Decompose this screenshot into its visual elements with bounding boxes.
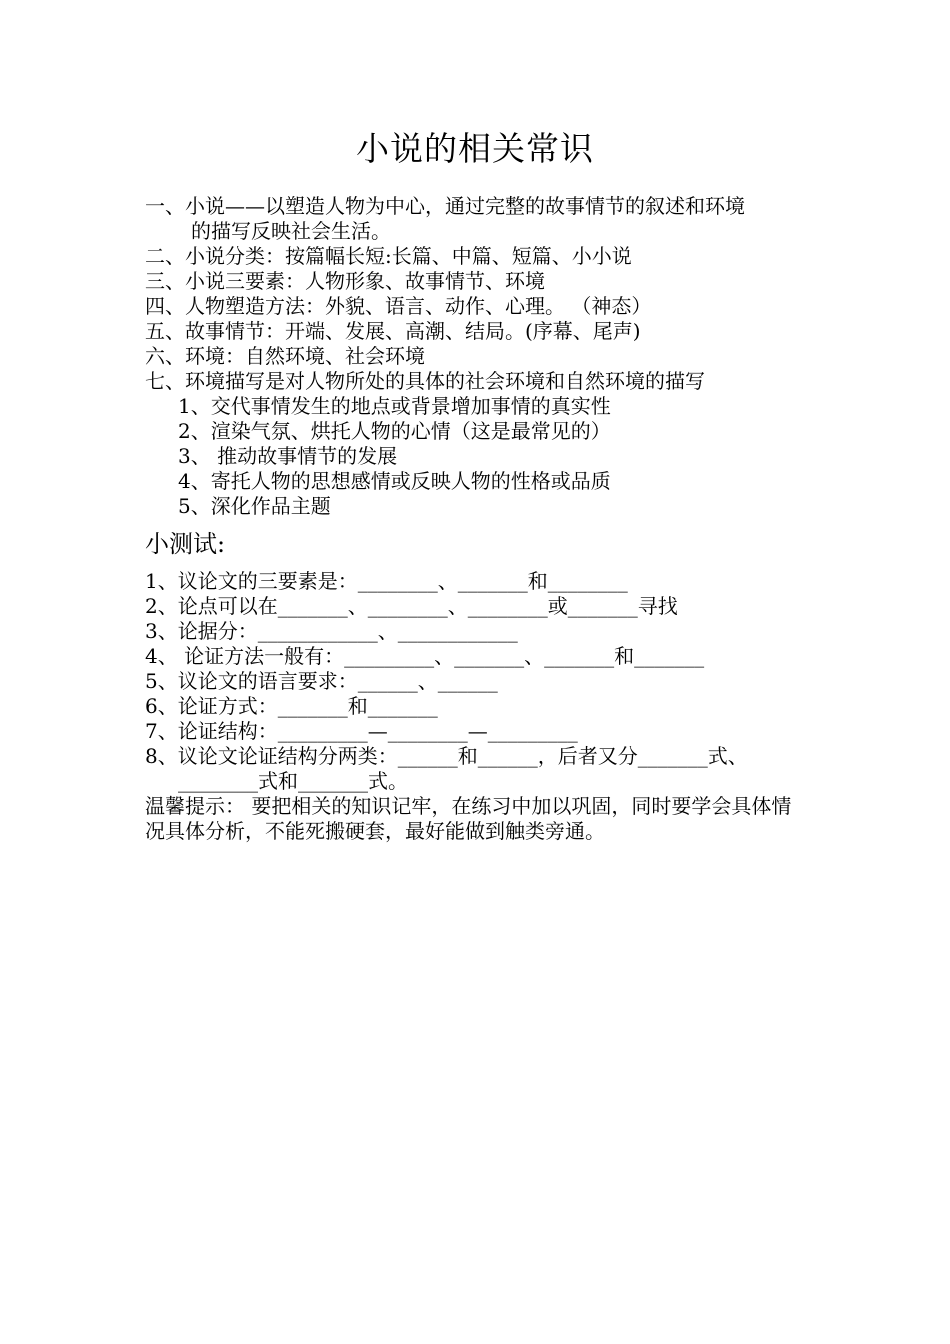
quiz-question-3: 3、论据分：____________、____________ [145, 619, 518, 643]
quiz-heading: 小测试: [145, 530, 226, 558]
quiz-question-6: 6、论证方式：_______和_______ [145, 694, 438, 718]
quiz-question-5: 5、议论文的语言要求：______、______ [145, 669, 498, 693]
study-tip: 温馨提示： 要把相关的知识记牢，在练习中加以巩固，同时要学会具体情况具体分析，不能死搬硬套，最好能做到触类旁通。 [145, 794, 792, 843]
quiz-question-8-continued: ________式和_______式。 [178, 769, 408, 793]
knowledge-item-6: 六、环境：自然环境、社会环境 [145, 344, 425, 368]
environment-purpose-2: 2、渲染气氛、烘托人物的心情（这是最常见的） [178, 419, 611, 443]
knowledge-item-2: 二、小说分类：按篇幅长短:长篇、中篇、短篇、小小说 [145, 244, 632, 268]
knowledge-item-3: 三、小说三要素：人物形象、故事情节、环境 [145, 269, 545, 293]
environment-purpose-3: 3、 推动故事情节的发展 [178, 444, 398, 468]
knowledge-item-1-continued: 的描写反映社会生活。 [191, 219, 391, 243]
environment-purpose-5: 5、深化作品主题 [178, 494, 331, 518]
quiz-question-8: 8、议论文论证结构分两类：______和______，后者又分_______式、 [145, 744, 748, 768]
quiz-question-4: 4、 论证方法一般有：_________、_______、_______和_______ [145, 644, 705, 668]
quiz-question-7: 7、论证结构：_________—________—_________ [145, 719, 578, 743]
quiz-question-2: 2、论点可以在_______、________、________或_______寻找 [145, 594, 678, 618]
document-title: 小说的相关常识 [356, 129, 594, 168]
knowledge-item-1: 一、小说——以塑造人物为中心，通过完整的故事情节的叙述和环境 [145, 194, 745, 218]
quiz-question-1: 1、议论文的三要素是：________、_______和________ [145, 569, 628, 593]
knowledge-item-5: 五、故事情节：开端、发展、高潮、结局。(序幕、尾声) [145, 319, 641, 343]
knowledge-item-4: 四、人物塑造方法：外貌、语言、动作、心理。 （神态） [145, 294, 652, 318]
environment-purpose-1: 1、交代事情发生的地点或背景增加事情的真实性 [178, 394, 611, 418]
knowledge-item-7: 七、环境描写是对人物所处的具体的社会环境和自然环境的描写 [145, 369, 705, 393]
environment-purpose-4: 4、寄托人物的思想感情或反映人物的性格或品质 [178, 469, 611, 493]
document-body [145, 194, 825, 844]
